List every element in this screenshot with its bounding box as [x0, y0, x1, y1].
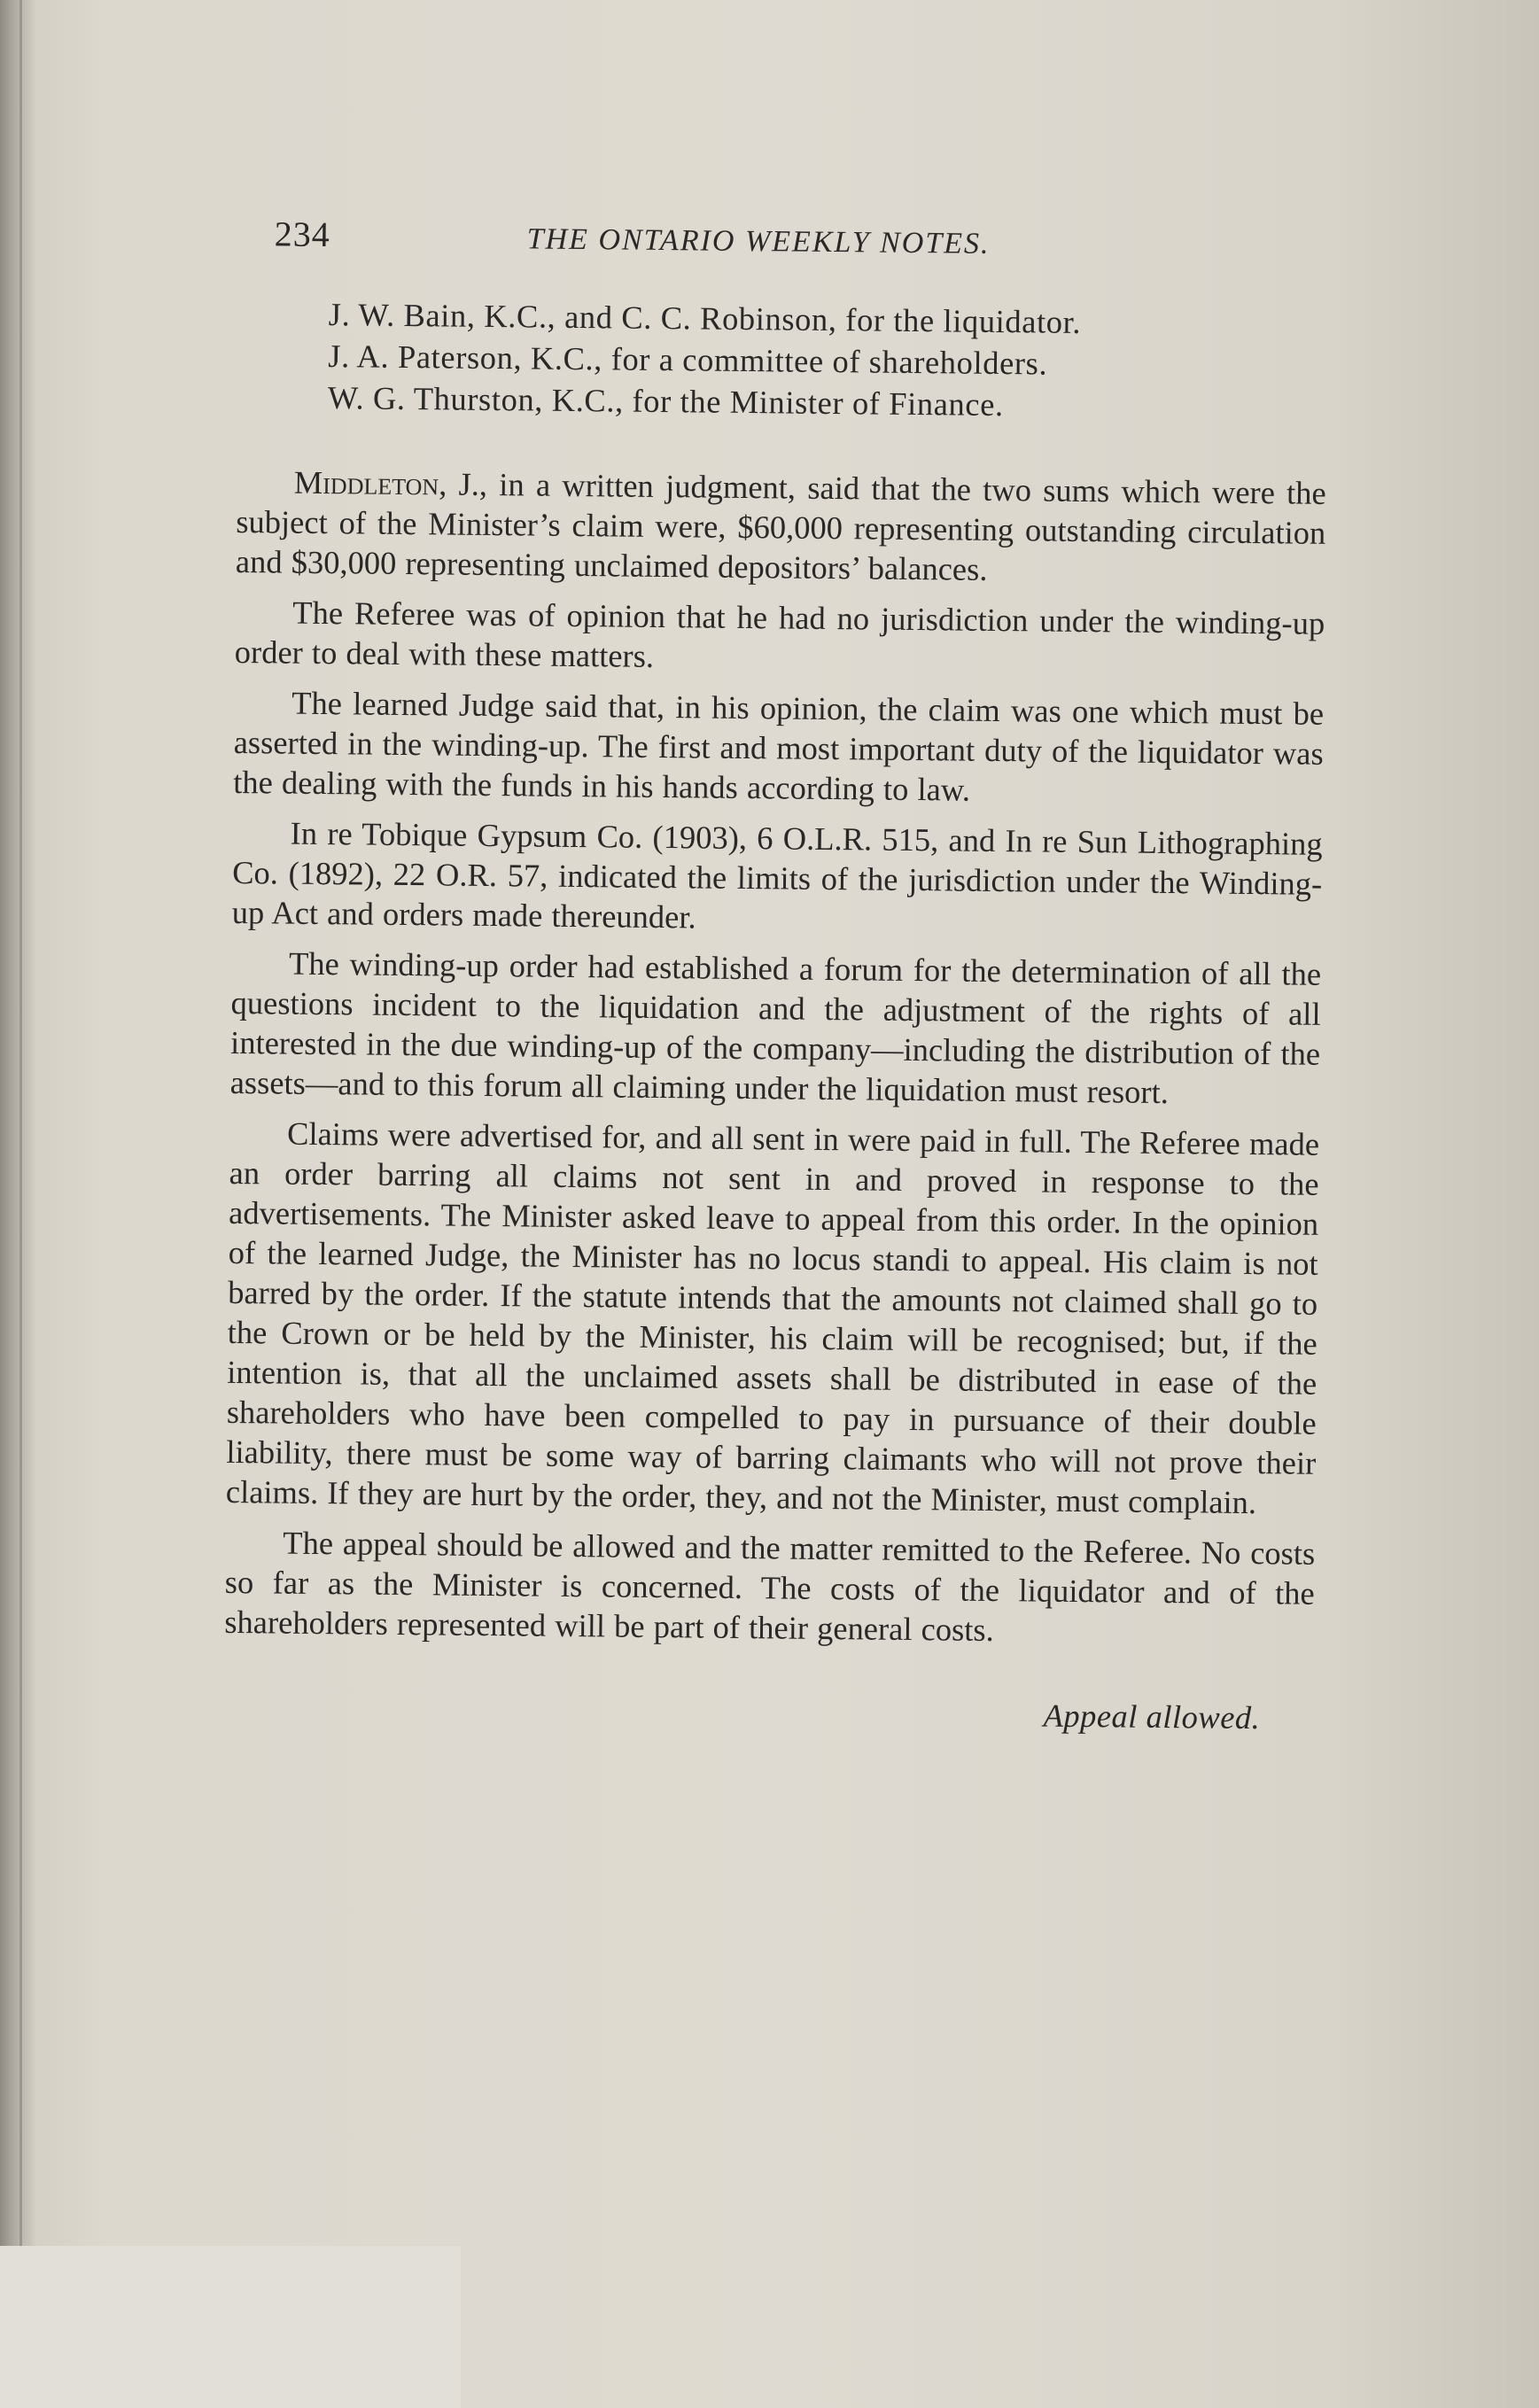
judgment-paragraph: The Referee was of opinion that he had no jurisdiction under the winding-up order to deal with these matters. [234, 594, 1325, 674]
scan-corner-patch [0, 2246, 461, 2408]
counsel-list [328, 293, 1328, 429]
judgment-opening-paragraph [236, 462, 1326, 593]
page-number: 234 [274, 214, 330, 255]
judgment-result: Appeal allowed. [1043, 1697, 1261, 1736]
judgment-paragraph: The winding-up order had established a forum for the determination of all the questions incident to the liquidation and the adjustment of the rights of all interested in the due winding-up of the company—including the distribution of the assets—and to this forum all claiming under the liquidation must resort. [229, 944, 1322, 1111]
counsel-line: W. G. Thurston, K.C., for the Minister of Finance. [327, 379, 1004, 423]
page-content [223, 213, 1329, 1737]
judge-name: Middleton [293, 463, 439, 502]
counsel-line: J. W. Bain, K.C., and C. C. Robinson, for the liquidator. [328, 296, 1082, 340]
binding-shadow [0, 0, 35, 2408]
judgment-paragraph: The appeal should be allowed and the matter remitted to the Referee. No costs so far as the Minister is concerned. The costs of the liquidator and of the shareholders represented will be part of their general costs. [224, 1524, 1316, 1649]
opening-text: , J., in a written judgment, said that the two sums which were the subject of the Minister’s claim were, $60,000 representing outstanding circulation and $30,000 representing unclaimed depositors’ balances. [235, 465, 1326, 587]
judgment-paragraph: Claims were advertised for, and all sent in were paid in full. The Referee made an order barring all claims not sent in and proved in response to the advertisements. The Minister asked leave to appeal from this order. In the opinion of the learned Judge, the Minister has no locus standi to appeal. His claim is not barred by the order. If the statute intends that the amounts not claimed shall go to the Crown or be held by the Minister, his claim will be recognised; but, if the intention is, that all the unclaimed assets shall be distributed in ease of the shareholders who have been compelled to pay in pursuance of their double liability, there must be some way of barring claimants who will not prove their claims. If they are hurt by the order, they, and not the Minister, must complain. [225, 1115, 1320, 1521]
page-header [238, 213, 1329, 286]
judgment-text [224, 462, 1326, 1653]
running-head: THE ONTARIO WEEKLY NOTES. [526, 222, 991, 260]
counsel-line: J. A. Paterson, K.C., for a committee of shareholders. [328, 338, 1048, 382]
judgment-paragraph: In re Tobique Gypsum Co. (1903), 6 O.L.R. 515, and In re Sun Lithographing Co. (1892), 22 O.R. 57, indicated the limits of the jurisdiction under the Winding-up Act and orders made thereunder. [231, 814, 1323, 936]
judgment-paragraph: The learned Judge said that, in his opinion, the claim was one which must be asserted in the winding-up. The first and most important duty of the liquidator was the dealing with the funds in his hands according to law. [233, 684, 1325, 808]
binding-line [19, 0, 22, 2408]
